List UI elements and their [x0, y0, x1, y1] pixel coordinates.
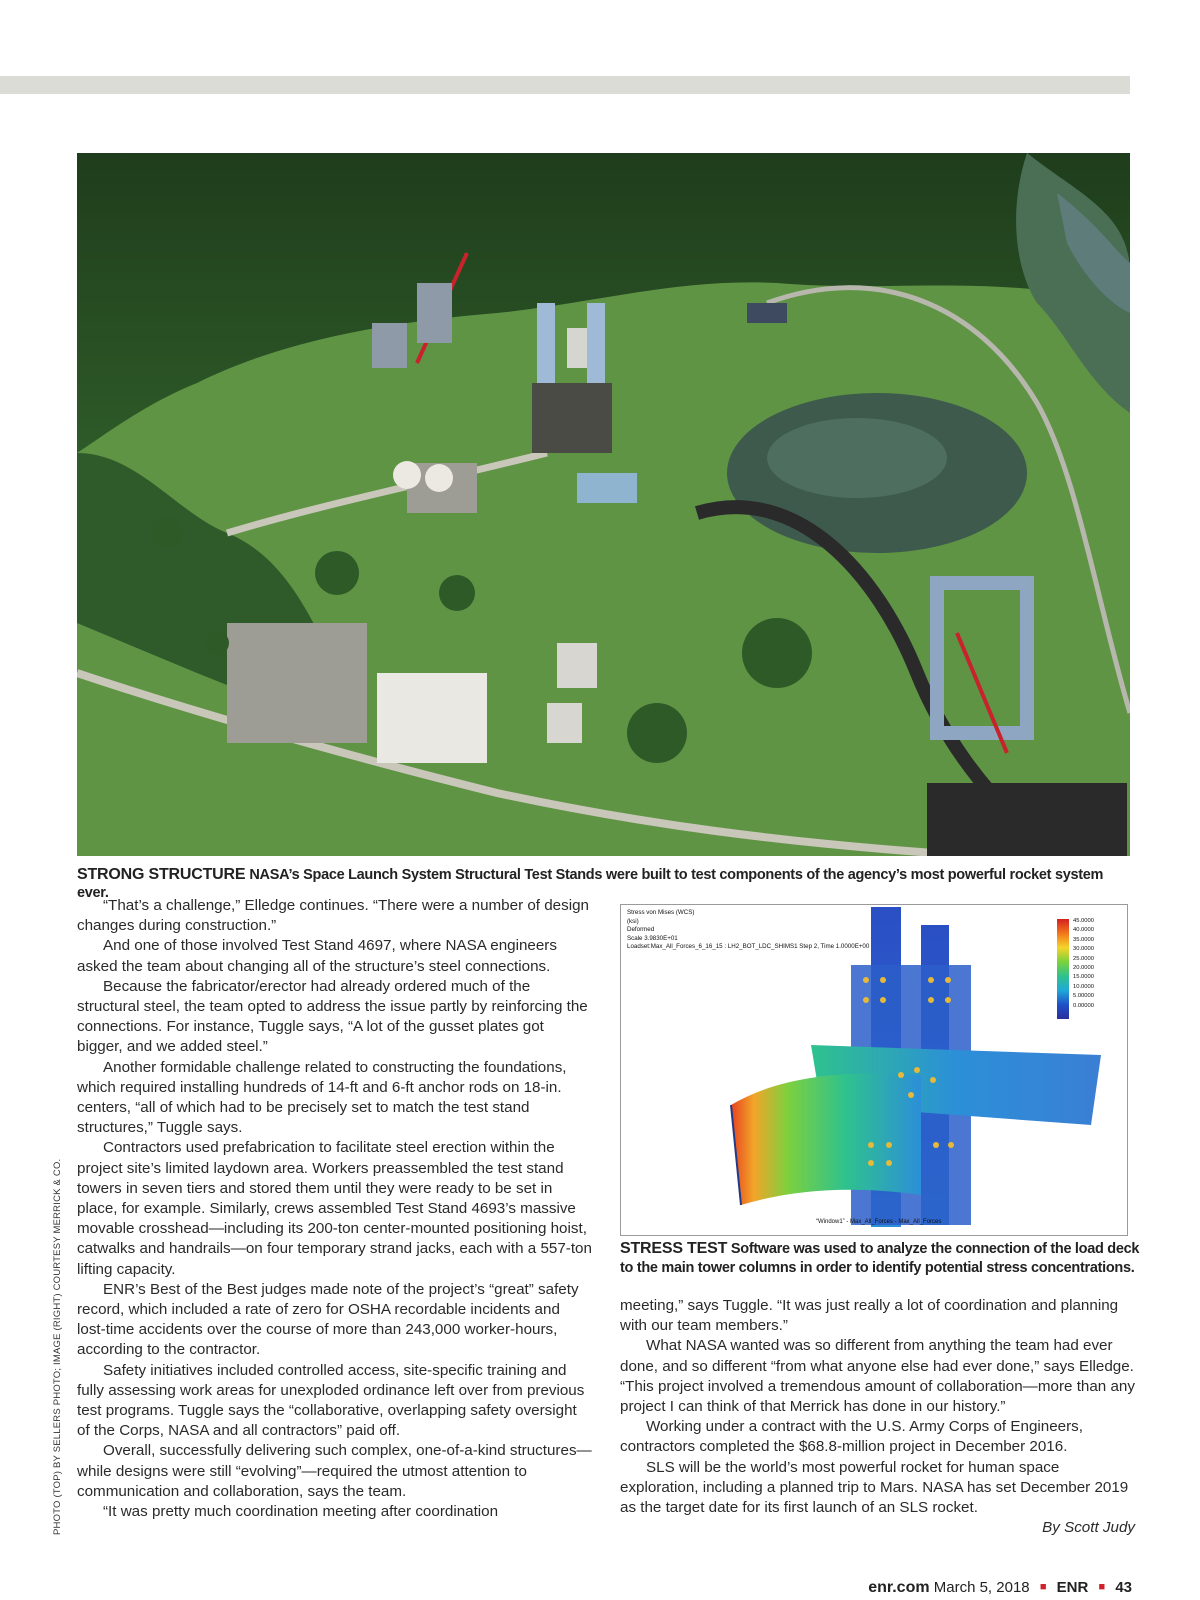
footer-date: March 5, 2018 [933, 1579, 1030, 1596]
legend-value: 20.0000 [1073, 965, 1094, 972]
legend-value: 25.0000 [1073, 955, 1094, 962]
top-color-band [0, 76, 1130, 94]
square-bullet-icon: ■ [1098, 1581, 1106, 1593]
byline: By Scott Judy [1042, 1519, 1135, 1537]
page-footer [868, 1579, 1132, 1597]
paragraph: Because the fabricator/erector had already ordered much of the structural steel, the team opted to address the issue partly by reinforcing the connections. For instance, Tuggle says, “A lot of the gusset plates got bigger, and we added steel.” [77, 977, 588, 1056]
footer-site-link[interactable]: enr.com [868, 1579, 930, 1596]
stress-caption-head: STRESS TEST [620, 1240, 728, 1257]
legend-value: 45.0000 [1073, 918, 1094, 924]
paragraph: Contractors used prefabrication to facilitate steel erection within the project site’s limited laydown area. Workers preassembled the test stand towers in seven tiers and stored them until they were ready to be set in place, for example. Similarly, crews assembled Test Stand 4693’s massive movable crosshead—including its 200-ton center-mounted positioning hoist, catwalks and handrails—on four temporary strand jacks, each with a 557-ton lifting capacity. [77, 1139, 592, 1278]
paragraph: meeting,” says Tuggle. “It was just really a lot of coordination and planning with our team members.” [620, 1297, 1119, 1335]
paragraph: “That’s a challenge,” Elledge continues. “There were a number of design changes during construction.” [77, 897, 589, 935]
legend-value: 30.0000 [1073, 946, 1094, 953]
square-bullet-icon: ■ [1039, 1581, 1047, 1593]
right-text-column [620, 1296, 1135, 1538]
aerial-photo-test-stands [77, 153, 1130, 856]
paragraph: What NASA wanted was so different from anything the team had ever done, and so different “from what anyone else had ever done,” says Elledge. “This project involved a tremendous amount of collaboration—more than any project I can think of that Merrick has done in our history.” [620, 1337, 1135, 1416]
legend-color-bar [1057, 919, 1069, 1019]
paragraph: Another formidable challenge related to constructing the foundations, which required installing hundreds of 14-ft and 6-ft anchor rods on 18-in. centers, “all of which had to be precisely set to match the test stand structures,” Tuggle says. [77, 1058, 567, 1137]
legend-values [1073, 917, 1094, 1011]
legend-value: 40.0000 [1073, 927, 1094, 934]
paragraph: SLS will be the world’s most powerful rocket for human space exploration, including a planned trip to Mars. NASA has set December 2019 as the target date for its first launch of an SLS rocket. [620, 1458, 1129, 1517]
photo-credit: PHOTO (TOP) BY SELLERS PHOTO; IMAGE (RIGHT) COURTESY MERRICK & CO. [52, 1158, 63, 1535]
page-number: 43 [1115, 1579, 1132, 1596]
info-line: Stress von Mises (WCS) [627, 909, 695, 916]
legend-value: 5.00000 [1073, 993, 1094, 1000]
info-line: (ksi) [627, 917, 639, 925]
footer-brand: ENR [1056, 1579, 1089, 1596]
stress-analysis-image [620, 904, 1128, 1236]
paragraph: And one of those involved Test Stand 4697, where NASA engineers asked the team about changing all of the structure’s steel connections. [77, 937, 557, 975]
info-line: Deformed [627, 926, 655, 934]
stress-caption-body: Software was used to analyze the connection of the load deck to the main tower columns in order to identify potential stress concentrations. [620, 1241, 1140, 1276]
paragraph: ENR’s Best of the Best judges made note of the project’s “great” safety record, which included a rate of zero for OSHA recordable incidents and lost-time accidents over the course of more than 243,000 worker-hours, according to the contractor. [77, 1280, 579, 1359]
photo-caption-head: STRONG STRUCTURE [77, 866, 246, 883]
legend-value: 15.0000 [1073, 974, 1094, 981]
window-label: “Window1” - Max_All_Forces - Max_All_Forces [816, 1219, 942, 1225]
paragraph: “It was pretty much coordination meeting after coordination [103, 1503, 499, 1521]
legend-value: 10.0000 [1073, 983, 1094, 990]
paragraph: Safety initiatives included controlled access, site-specific training and fully assessing work areas for unexploded ordinance left over from previous test programs. Tuggle says the “collaborative, overlapping safety oversight of the Corps, NASA and all contractors” paid off. [77, 1361, 585, 1440]
stress-image-caption [620, 1240, 1140, 1277]
photo-caption-body: NASA’s Space Launch System Structural Test Stands were built to test components of the agency’s most powerful rocket system ever. [77, 867, 1104, 901]
info-line: Scale 3.9830E+01 [627, 934, 678, 942]
legend-value: 0.00000 [1073, 1002, 1094, 1009]
left-text-column [77, 896, 592, 1522]
analysis-info-text [627, 909, 869, 952]
legend-value: 35.0000 [1073, 936, 1094, 943]
paragraph: Working under a contract with the U.S. Army Corps of Engineers, contractors completed the $68.8-million project in December 2016. [620, 1418, 1083, 1456]
paragraph: Overall, successfully delivering such complex, one-of-a-kind structures—while designs were still “evolving”—required the utmost attention to communication and collaboration, says the team. [77, 1442, 592, 1500]
info-line: Loadset:Max_All_Forces_6_16_15 : LH2_BOT_LDC_SHIMS1 Step 2, Time 1.0000E+00 [627, 943, 870, 951]
